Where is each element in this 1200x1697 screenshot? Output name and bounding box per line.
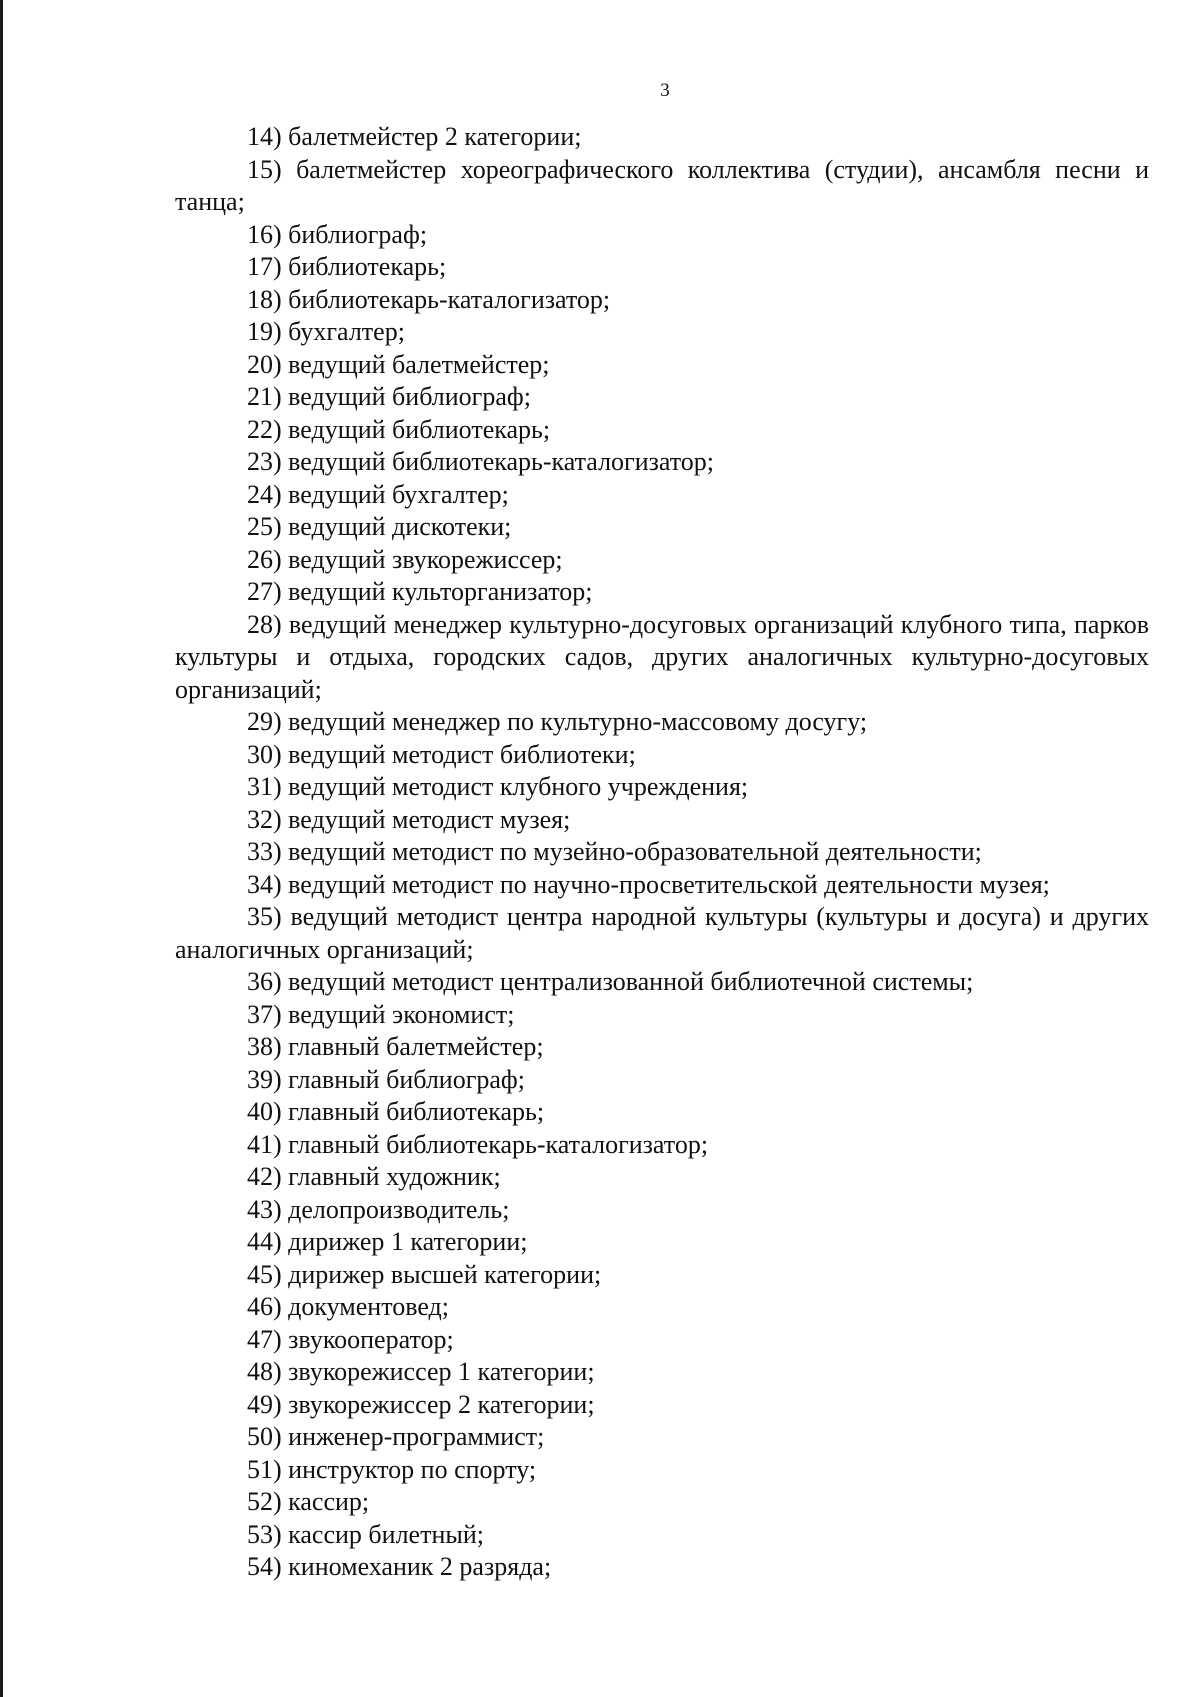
list-item: 28) ведущий менеджер культурно-досуговых организаций клубного типа, парков культуры и отдыха, городских садов, других аналогичных культурно-досуговых организаций;: [175, 609, 1149, 704]
list-item: 48) звукорежиссер 1 категории;: [247, 1357, 595, 1386]
list-item: 17) библиотекарь;: [247, 252, 447, 281]
list-item: 33) ведущий методист по музейно-образовательной деятельности;: [247, 837, 982, 866]
list-item: 25) ведущий дискотеки;: [247, 512, 512, 541]
position-list: [175, 121, 1149, 1584]
scan-edge: [0, 0, 3, 1697]
list-item: 51) инструктор по спорту;: [247, 1454, 537, 1484]
list-item: 49) звукорежиссер 2 категории;: [247, 1389, 595, 1419]
list-item: 53) кассир билетный;: [247, 1519, 484, 1549]
list-item: 32) ведущий методист музея;: [247, 804, 571, 834]
list-item: 27) ведущий культорганизатор;: [247, 577, 593, 606]
list-item: 46) документовед;: [247, 1292, 450, 1321]
page-number: 3: [660, 80, 670, 101]
list-item: 54) киномеханик 2 разряда;: [247, 1552, 552, 1581]
list-item: 23) ведущий библиотекарь-каталогизатор;: [247, 447, 715, 476]
list-item: 52) кассир;: [247, 1487, 370, 1516]
list-item: 34) ведущий методист по научно-просветительской деятельности музея;: [247, 869, 1050, 899]
list-item: 26) ведущий звукорежиссер;: [247, 544, 563, 574]
list-item: 36) ведущий методист централизованной библиотечной системы;: [247, 967, 974, 996]
list-item: 21) ведущий библиограф;: [247, 382, 531, 411]
list-item: 29) ведущий менеджер по культурно-массовому досугу;: [247, 707, 868, 736]
list-item: 14) балетмейстер 2 категории;: [247, 122, 582, 151]
list-item: 41) главный библиотекарь-каталогизатор;: [247, 1129, 709, 1159]
list-item: 20) ведущий балетмейстер;: [247, 349, 550, 379]
list-item: 15) балетмейстер хореографического коллектива (студии), ансамбля песни и танца;: [175, 154, 1149, 216]
list-item: 45) дирижер высшей категории;: [247, 1259, 602, 1289]
list-item: 40) главный библиотекарь;: [247, 1097, 545, 1126]
list-item: 42) главный художник;: [247, 1162, 501, 1191]
list-item: 19) бухгалтер;: [247, 317, 405, 346]
list-item: 22) ведущий библиотекарь;: [247, 414, 551, 444]
list-item: 16) библиограф;: [247, 219, 428, 249]
list-item: 37) ведущий экономист;: [247, 999, 515, 1029]
list-item: 44) дирижер 1 категории;: [247, 1227, 528, 1256]
list-item: 38) главный балетмейстер;: [247, 1032, 544, 1061]
list-item: 39) главный библиограф;: [247, 1064, 525, 1094]
list-item: 47) звукооператор;: [247, 1324, 454, 1354]
list-item: 30) ведущий методист библиотеки;: [247, 739, 636, 769]
list-item: 31) ведущий методист клубного учреждения;: [247, 772, 749, 801]
list-item: 43) делопроизводитель;: [247, 1194, 510, 1224]
list-item: 50) инженер-программист;: [247, 1422, 545, 1451]
list-item: 18) библиотекарь-каталогизатор;: [247, 284, 611, 314]
list-item: 35) ведущий методист центра народной культуры (культуры и досуга) и других аналогичных организаций;: [175, 902, 1149, 964]
list-item: 24) ведущий бухгалтер;: [247, 479, 509, 509]
